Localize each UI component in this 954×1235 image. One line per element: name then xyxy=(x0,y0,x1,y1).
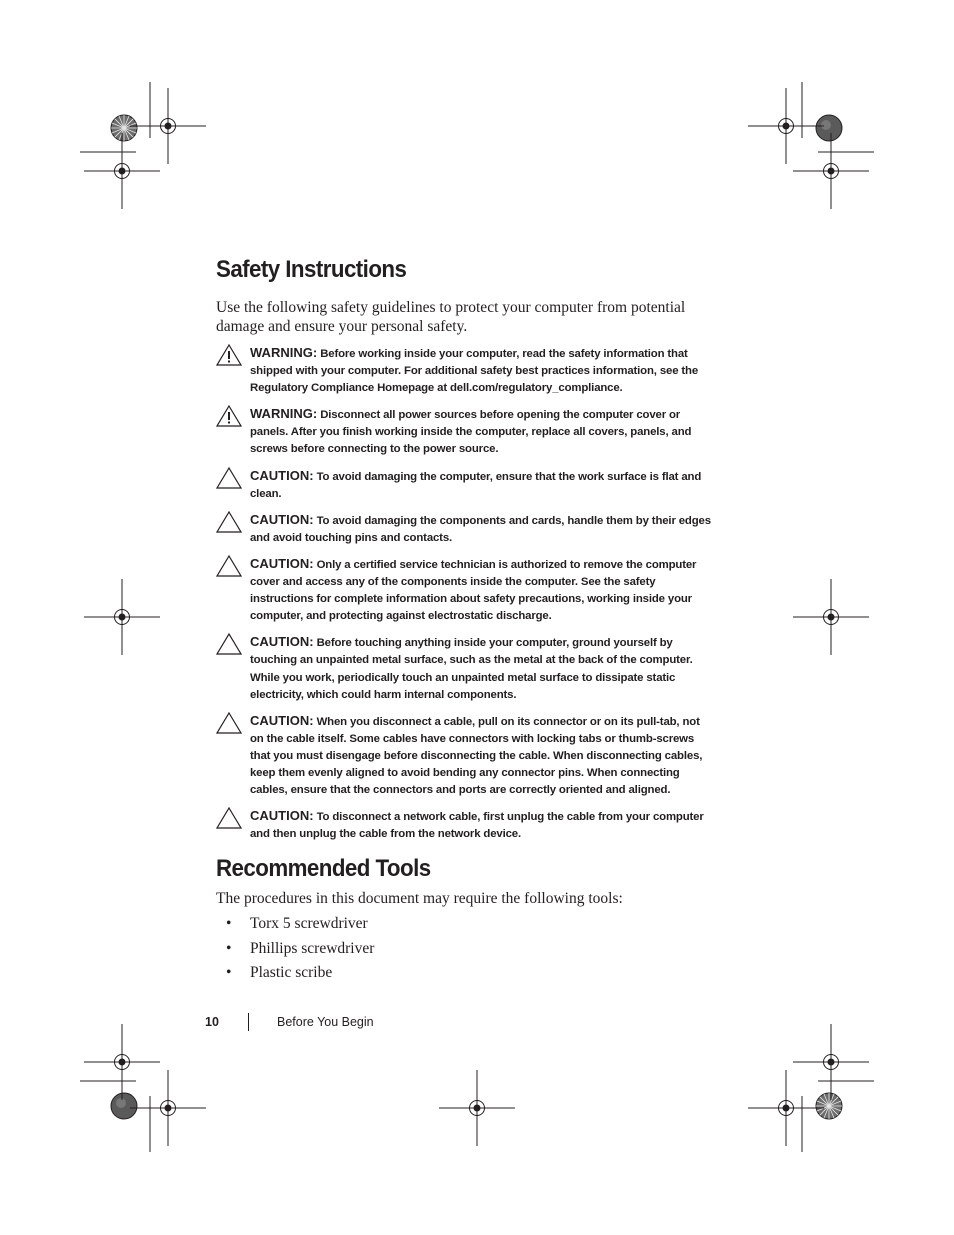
notice-body: Before working inside your computer, read the safety information that shipped with your computer. For additional safety best practices information, see the Regulatory Compliance Homepage at dell.com/regulatory_compliance. xyxy=(250,348,699,395)
page-number: 10 xyxy=(205,1015,219,1029)
notice-label: CAUTION: xyxy=(250,511,314,527)
notice-label: CAUTION: xyxy=(250,712,314,728)
notice-body: To disconnect a network cable, first unplug the cable from your computer and then unplug the cable from the network device. xyxy=(250,811,704,841)
tools-list xyxy=(216,912,716,986)
warning-triangle-icon xyxy=(216,405,242,427)
safety-intro-text: Use the following safety guidelines to protect your computer from potential damage and ensure your personal safety. xyxy=(216,299,686,335)
notice-body: Only a certified service technician is authorized to remove the computer cover and access any of the components inside the computer. See the safety instructions for complete information about safety precautions, working inside your computer, and protecting against electrostatic discharge. xyxy=(250,558,697,623)
bullet-icon: • xyxy=(226,939,232,957)
notice-text xyxy=(250,807,716,843)
recommended-tools-heading: Recommended Tools xyxy=(216,855,431,883)
notice-text xyxy=(250,633,716,703)
notice-label: CAUTION: xyxy=(250,808,314,824)
notice-body: Before touching anything inside your computer, ground yourself by touching an unpainted metal surface, such as the metal at the back of the computer. While you work, periodically touch an unpainted metal surface to dissipate static electricity, which could harm internal components. xyxy=(250,637,693,701)
warning-notice xyxy=(216,344,716,397)
tool-name: Torx 5 screwdriver xyxy=(250,915,368,933)
notice-text xyxy=(250,344,716,397)
caution-notice xyxy=(216,511,716,547)
safety-instructions-heading: Safety Instructions xyxy=(216,256,407,283)
notice-text xyxy=(250,712,716,799)
notice-label: CAUTION: xyxy=(250,467,314,483)
notice-label: CAUTION: xyxy=(250,555,314,571)
notice-body: Disconnect all power sources before opening the computer cover or panels. After you finish working inside the computer, replace all covers, panels, and screws before connecting to the power source. xyxy=(250,409,692,456)
tool-list-item xyxy=(216,961,716,986)
tool-name: Phillips screwdriver xyxy=(250,939,375,957)
chapter-title: Before You Begin xyxy=(277,1015,374,1029)
notice-text xyxy=(250,511,716,547)
tool-name: Plastic scribe xyxy=(250,964,333,982)
safety-notices xyxy=(216,344,716,843)
notice-body: To avoid damaging the components and cards, handle them by their edges and avoid touching pins and contacts. xyxy=(250,514,711,544)
caution-notice xyxy=(216,807,716,843)
notice-body: When you disconnect a cable, pull on its connector or on its pull-tab, not on the cable itself. Some cables have connectors with locking tabs or thumb-screws that you must disengage before disconnecting the cable. When disconnecting cables, keep them evenly aligned to avoid bending any connector pins. When connecting cables, ensure that the connectors and ports are correctly oriented and aligned. xyxy=(250,715,703,797)
notice-text xyxy=(250,555,716,625)
footer-separator xyxy=(248,1013,249,1031)
caution-triangle-icon xyxy=(216,511,242,533)
caution-triangle-icon xyxy=(216,467,242,489)
caution-triangle-icon xyxy=(216,712,242,734)
notice-text xyxy=(250,405,716,458)
caution-notice xyxy=(216,633,716,703)
caution-notice xyxy=(216,712,716,799)
caution-triangle-icon xyxy=(216,807,242,829)
notice-body: To avoid damaging the computer, ensure that the work surface is flat and clean. xyxy=(250,470,702,500)
notice-label: WARNING: xyxy=(250,345,318,360)
bullet-icon: • xyxy=(226,964,232,982)
tool-list-item xyxy=(216,937,716,962)
page-content xyxy=(216,252,716,986)
caution-notice xyxy=(216,467,716,503)
tool-list-item xyxy=(216,912,716,937)
caution-triangle-icon xyxy=(216,555,242,577)
warning-notice xyxy=(216,405,716,458)
caution-triangle-icon xyxy=(216,633,242,655)
bullet-icon: • xyxy=(226,915,232,933)
warning-triangle-icon xyxy=(216,344,242,366)
caution-notice xyxy=(216,555,716,625)
notice-text xyxy=(250,467,716,503)
tools-intro-text: The procedures in this document may require the following tools: xyxy=(216,890,623,908)
notice-label: WARNING: xyxy=(250,406,318,422)
notice-label: CAUTION: xyxy=(250,634,314,650)
